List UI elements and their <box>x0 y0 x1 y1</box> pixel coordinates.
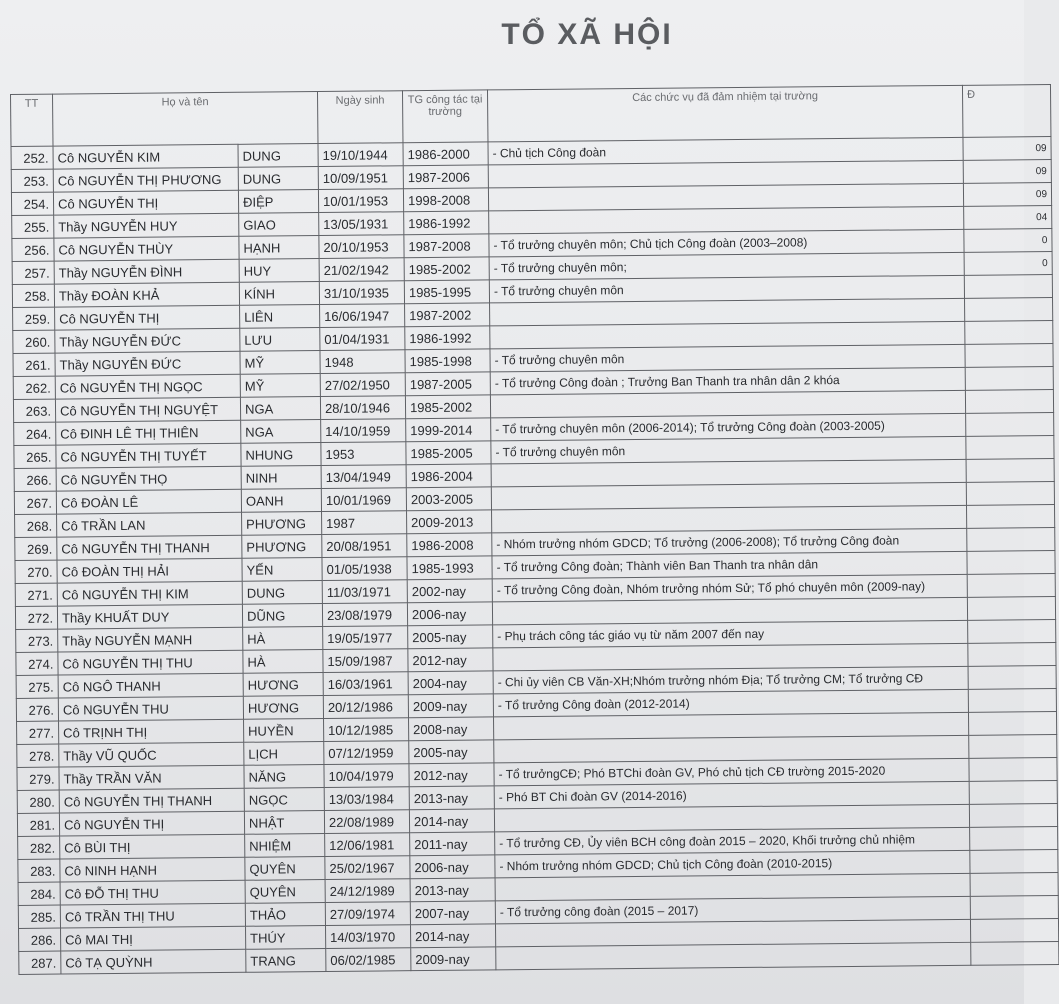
cell-tenure: 2006-nay <box>407 602 492 626</box>
cell-tt: 268. <box>15 514 57 537</box>
cell-name: Cô NGUYỄN THỊ <box>59 811 244 836</box>
cell-name: Cô NGUYỄN THỊ <box>55 305 240 330</box>
cell-dob: 23/08/1979 <box>322 603 407 627</box>
cell-tenure: 1987-2005 <box>405 372 490 396</box>
cell-dob: 16/03/1961 <box>323 672 408 696</box>
cell-extra: 0 <box>964 229 1052 253</box>
cell-tt: 287. <box>19 951 61 974</box>
cell-name: Cô MAI THỊ <box>61 926 246 951</box>
cell-name: Cô NGUYỄN THỊ PHƯƠNG <box>53 167 238 192</box>
cell-given-name: NINH <box>241 466 321 490</box>
cell-extra: 09 <box>963 160 1051 184</box>
cell-dob: 14/10/1959 <box>321 419 406 443</box>
cell-given-name: DUNG <box>238 144 318 168</box>
header-extra: Đ <box>962 85 1050 138</box>
cell-dob: 06/02/1985 <box>326 948 411 972</box>
cell-dob: 14/03/1970 <box>325 925 410 949</box>
header-name: Họ và tên <box>53 92 318 147</box>
staff-table <box>10 84 1059 975</box>
cell-extra <box>968 619 1056 643</box>
cell-given-name: HÀ <box>243 650 323 674</box>
cell-positions: - Tổ trưởng chuyên môn <box>490 344 965 372</box>
header-tenure: TG công tác tại trường <box>402 90 487 143</box>
cell-tt: 272. <box>15 606 57 629</box>
cell-tenure: 1986-2000 <box>403 142 488 166</box>
cell-dob: 16/06/1947 <box>320 304 405 328</box>
cell-given-name: TRANG <box>246 949 326 973</box>
cell-tt: 271. <box>15 583 57 606</box>
cell-name: Cô BÙI THỊ <box>60 834 245 859</box>
cell-positions: - Tổ trưởng Công đoàn; Thành viên Ban Thanh tra nhân dân <box>492 551 967 579</box>
cell-name: Cô NGUYỄN THỊ THU <box>58 650 243 675</box>
cell-extra <box>968 688 1056 712</box>
cell-name: Cô NGUYỄN KIM <box>53 144 238 169</box>
cell-dob: 1987 <box>322 511 407 535</box>
cell-positions: - Tổ trưởng công đoàn (2015 – 2017) <box>495 896 970 924</box>
cell-dob: 27/02/1950 <box>320 373 405 397</box>
cell-tenure: 1985-2002 <box>405 395 490 419</box>
cell-given-name: MỸ <box>240 351 320 375</box>
cell-extra: 09 <box>963 183 1051 207</box>
cell-name: Thầy NGUYỄN ĐÌNH <box>54 259 239 284</box>
cell-tenure: 2004-nay <box>408 671 493 695</box>
cell-name: Cô NGUYỄN THỊ TUYẾT <box>56 443 241 468</box>
cell-extra <box>966 435 1054 459</box>
cell-dob: 20/08/1951 <box>322 534 407 558</box>
cell-tt: 265. <box>14 445 56 468</box>
cell-name: Cô NGUYỄN THỌ <box>56 466 241 491</box>
cell-tt: 277. <box>17 721 59 744</box>
cell-positions: - Tổ trưởng Công đoàn (2012-2014) <box>493 689 968 717</box>
cell-given-name: PHƯƠNG <box>242 535 322 559</box>
cell-extra <box>965 366 1053 390</box>
cell-tt: 284. <box>18 882 60 905</box>
cell-name: Cô TẠ QUỲNH <box>61 949 246 974</box>
cell-dob: 24/12/1989 <box>325 879 410 903</box>
cell-extra <box>967 573 1055 597</box>
cell-extra <box>970 849 1058 873</box>
cell-given-name: DUNG <box>242 581 322 605</box>
cell-dob: 10/04/1979 <box>324 764 409 788</box>
cell-tenure: 2009-nay <box>408 694 493 718</box>
cell-tenure: 1985-2002 <box>404 257 489 281</box>
cell-tt: 275. <box>16 675 58 698</box>
cell-positions: - Phụ trách công tác giáo vụ từ năm 2007 đến nay <box>493 620 968 648</box>
cell-given-name: THÚY <box>246 926 326 950</box>
cell-extra <box>970 872 1058 896</box>
cell-tenure: 2009-2013 <box>407 510 492 534</box>
cell-dob: 07/12/1959 <box>324 741 409 765</box>
cell-name: Thầy VŨ QUỐC <box>59 742 244 767</box>
cell-given-name: THẢO <box>245 903 325 927</box>
cell-tt: 274. <box>16 652 58 675</box>
cell-tenure: 1985-2005 <box>406 441 491 465</box>
page-title: TỔ XÃ HỘI <box>501 18 673 51</box>
cell-given-name: NHUNG <box>241 443 321 467</box>
cell-tenure: 2012-nay <box>408 648 493 672</box>
cell-tenure: 1987-2006 <box>403 165 488 189</box>
cell-given-name: KÍNH <box>239 282 319 306</box>
cell-dob: 10/01/1969 <box>321 488 406 512</box>
cell-dob: 21/02/1942 <box>319 258 404 282</box>
cell-name: Cô TRỊNH THỊ <box>59 719 244 744</box>
cell-name: Thầy NGUYỄN ĐỨC <box>55 351 240 376</box>
cell-extra <box>966 481 1054 505</box>
cell-dob: 10/01/1953 <box>318 189 403 213</box>
cell-tenure: 2014-nay <box>409 809 494 833</box>
cell-tenure: 2006-nay <box>410 855 495 879</box>
cell-name: Cô NINH HẠNH <box>60 857 245 882</box>
cell-tenure: 1985-1998 <box>405 349 490 373</box>
cell-name: Cô ĐOÀN THỊ HẢI <box>57 558 242 583</box>
cell-given-name: HẠNH <box>239 236 319 260</box>
cell-positions: - Tổ trưởngCĐ; Phó BTChi đoàn GV, Phó chủ tịch CĐ trường 2015-2020 <box>494 758 969 786</box>
cell-tenure: 2011-nay <box>410 832 495 856</box>
cell-positions: - Tổ trưởng chuyên môn (2006-2014); Tổ trưởng Công đoàn (2003-2005) <box>491 413 966 441</box>
cell-name: Thầy ĐOÀN KHẢ <box>54 282 239 307</box>
header-tt: TT <box>11 94 53 146</box>
cell-tenure: 1985-1995 <box>404 280 489 304</box>
cell-name: Cô NGUYỄN THỊ NGUYỆT <box>55 397 240 422</box>
cell-positions: - Chi ủy viên CB Văn-XH;Nhóm trưởng nhóm Địa; Tổ trưởng CM; Tổ trưởng CĐ <box>493 666 968 694</box>
cell-dob: 27/09/1974 <box>325 902 410 926</box>
cell-extra: 09 <box>963 137 1051 161</box>
cell-given-name: NGỌC <box>244 788 324 812</box>
cell-tt: 257. <box>12 261 54 284</box>
cell-tt: 282. <box>18 836 60 859</box>
cell-given-name: LỊCH <box>244 742 324 766</box>
cell-given-name: HUYỀN <box>244 719 324 743</box>
cell-dob: 12/06/1981 <box>325 833 410 857</box>
cell-tenure: 2002-nay <box>407 579 492 603</box>
cell-dob: 01/04/1931 <box>320 327 405 351</box>
cell-tt: 256. <box>12 238 54 261</box>
cell-tenure: 1998-2008 <box>403 188 488 212</box>
cell-name: Cô NGUYỄN THỊ <box>53 190 238 215</box>
cell-given-name: HUY <box>239 259 319 283</box>
cell-extra <box>967 527 1055 551</box>
cell-tt: 253. <box>11 169 53 192</box>
cell-tenure: 2012-nay <box>409 763 494 787</box>
cell-extra <box>968 711 1056 735</box>
cell-given-name: LIÊN <box>240 305 320 329</box>
cell-extra <box>967 596 1055 620</box>
cell-tt: 270. <box>15 560 57 583</box>
cell-positions: - Tổ trưởng chuyên môn <box>491 436 966 464</box>
cell-given-name: DŨNG <box>242 604 322 628</box>
cell-tt: 280. <box>17 790 59 813</box>
cell-tenure: 2007-nay <box>410 901 495 925</box>
cell-tt: 259. <box>13 307 55 330</box>
cell-given-name: NHẬT <box>244 811 324 835</box>
cell-dob: 13/04/1949 <box>321 465 406 489</box>
cell-extra <box>965 298 1053 322</box>
cell-tt: 266. <box>14 468 56 491</box>
cell-name: Cô NGUYỄN THÙY <box>54 236 239 261</box>
cell-extra: 0 <box>964 252 1052 276</box>
cell-given-name: HƯƠNG <box>243 696 323 720</box>
cell-given-name: HƯƠNG <box>243 673 323 697</box>
cell-extra <box>965 344 1053 368</box>
cell-tt: 279. <box>17 767 59 790</box>
cell-tt: 273. <box>16 629 58 652</box>
cell-dob: 25/02/1967 <box>325 856 410 880</box>
cell-tenure: 1985-1993 <box>407 556 492 580</box>
cell-tt: 263. <box>13 399 55 422</box>
cell-tt: 281. <box>17 813 59 836</box>
cell-dob: 19/10/1944 <box>318 143 403 167</box>
cell-tenure: 2013-nay <box>410 878 495 902</box>
cell-tt: 286. <box>19 928 61 951</box>
cell-name: Thầy TRẦN VĂN <box>59 765 244 790</box>
cell-dob: 31/10/1935 <box>319 281 404 305</box>
cell-given-name: GIAO <box>239 213 319 237</box>
cell-tenure: 2013-nay <box>409 786 494 810</box>
cell-tt: 264. <box>14 422 56 445</box>
cell-tenure: 1987-2008 <box>404 234 489 258</box>
cell-dob: 15/09/1987 <box>323 649 408 673</box>
cell-name: Cô ĐỖ THỊ THU <box>60 880 245 905</box>
cell-extra <box>966 504 1054 528</box>
cell-given-name: LƯU <box>240 328 320 352</box>
cell-given-name: ĐIỆP <box>238 190 318 214</box>
cell-tt: 254. <box>11 192 53 215</box>
cell-dob: 22/08/1989 <box>324 810 409 834</box>
cell-tt: 285. <box>18 905 60 928</box>
cell-tt: 276. <box>16 698 58 721</box>
cell-dob: 20/10/1953 <box>319 235 404 259</box>
cell-dob: 11/03/1971 <box>322 580 407 604</box>
cell-given-name: QUYÊN <box>245 880 325 904</box>
cell-extra <box>965 389 1053 413</box>
cell-extra <box>967 550 1055 574</box>
cell-given-name: QUYÊN <box>245 857 325 881</box>
cell-tenure: 1986-2008 <box>407 533 492 557</box>
cell-extra <box>969 780 1057 804</box>
cell-name: Thầy NGUYỄN ĐỨC <box>55 328 240 353</box>
cell-dob: 20/12/1986 <box>323 695 408 719</box>
cell-tt: 260. <box>13 330 55 353</box>
cell-positions: - Tổ trưởng chuyên môn; <box>489 252 964 280</box>
cell-tenure: 2014-nay <box>410 924 495 948</box>
cell-given-name: DUNG <box>238 167 318 191</box>
cell-extra <box>970 826 1058 850</box>
cell-name: Cô TRẦN THỊ THU <box>60 903 245 928</box>
cell-positions: - Nhóm trưởng nhóm GDCD; Tổ trưởng (2006-2008); Tổ trưởng Công đoàn <box>492 528 967 556</box>
cell-name: Cô NGUYỄN THỊ NGỌC <box>55 374 240 399</box>
cell-given-name: PHƯƠNG <box>242 512 322 536</box>
cell-positions: - Tổ trưởng CĐ, Ủy viên BCH công đoàn 2015 – 2020, Khối trưởng chủ nhiệm <box>495 827 970 855</box>
cell-positions: - Nhóm trưởng nhóm GDCD; Chủ tịch Công đoàn (2010-2015) <box>495 850 970 878</box>
cell-name: Cô ĐOÀN LÊ <box>56 489 241 514</box>
cell-extra <box>968 642 1056 666</box>
cell-extra <box>968 665 1056 689</box>
cell-name: Cô TRẦN LAN <box>57 512 242 537</box>
cell-positions: - Phó BT Chi đoàn GV (2014-2016) <box>494 781 969 809</box>
cell-given-name: MỸ <box>240 374 320 398</box>
cell-tenure: 2009-nay <box>411 947 496 971</box>
cell-tenure: 1986-1992 <box>405 326 490 350</box>
cell-given-name: OANH <box>241 489 321 513</box>
cell-positions: - Chủ tịch Công đoàn <box>488 137 963 165</box>
cell-positions: - Tổ trưởng Công đoàn ; Trưởng Ban Thanh tra nhân dân 2 khóa <box>490 367 965 395</box>
cell-dob: 13/03/1984 <box>324 787 409 811</box>
cell-given-name: HÀ <box>243 627 323 651</box>
cell-tenure: 1986-2004 <box>406 464 491 488</box>
cell-name: Cô NGUYỄN THỊ KIM <box>57 581 242 606</box>
cell-given-name: NHIỆM <box>245 834 325 858</box>
cell-tt: 258. <box>12 284 54 307</box>
cell-tenure: 2008-nay <box>409 717 494 741</box>
cell-tenure: 1987-2002 <box>405 303 490 327</box>
cell-name: Cô ĐINH LÊ THỊ THIÊN <box>56 420 241 445</box>
cell-tenure: 1999-2014 <box>406 418 491 442</box>
cell-extra <box>964 275 1052 299</box>
header-positions: Các chức vụ đã đảm nhiệm tại trường <box>487 85 962 142</box>
cell-name: Cô NGUYỄN THỊ THANH <box>59 788 244 813</box>
cell-dob: 13/05/1931 <box>319 212 404 236</box>
cell-tenure: 2003-2005 <box>406 487 491 511</box>
cell-given-name: YẾN <box>242 558 322 582</box>
cell-given-name: NGA <box>240 397 320 421</box>
cell-extra <box>970 895 1058 919</box>
cell-dob: 10/09/1951 <box>318 166 403 190</box>
cell-tenure: 2005-nay <box>409 740 494 764</box>
cell-extra <box>966 458 1054 482</box>
cell-positions: - Tổ trưởng Công đoàn, Nhóm trưởng nhóm Sử; Tổ phó chuyên môn (2009-nay) <box>492 574 967 602</box>
cell-tenure: 1986-1992 <box>404 211 489 235</box>
cell-extra <box>970 918 1058 942</box>
cell-name: Cô NGUYỄN THỊ THANH <box>57 535 242 560</box>
cell-dob: 01/05/1938 <box>322 557 407 581</box>
cell-dob: 19/05/1977 <box>323 626 408 650</box>
cell-extra <box>969 734 1057 758</box>
cell-positions: - Tổ trưởng chuyên môn <box>489 275 964 303</box>
cell-name: Thầy NGUYỄN MẠNH <box>58 627 243 652</box>
cell-extra: 04 <box>964 206 1052 230</box>
cell-dob: 1948 <box>320 350 405 374</box>
cell-dob: 10/12/1985 <box>324 718 409 742</box>
cell-positions: - Tổ trưởng chuyên môn; Chủ tịch Công đoàn (2003–2008) <box>489 229 964 257</box>
cell-extra <box>969 803 1057 827</box>
cell-tt: 269. <box>15 537 57 560</box>
cell-tt: 267. <box>14 491 56 514</box>
cell-dob: 1953 <box>321 442 406 466</box>
cell-extra <box>971 941 1059 965</box>
cell-extra <box>966 412 1054 436</box>
cell-tt: 278. <box>17 744 59 767</box>
cell-name: Thầy NGUYỄN HUY <box>54 213 239 238</box>
cell-name: Cô NGÔ THANH <box>58 673 243 698</box>
cell-dob: 28/10/1946 <box>320 396 405 420</box>
cell-positions <box>496 942 971 970</box>
cell-tenure: 2005-nay <box>408 625 493 649</box>
cell-tt: 283. <box>18 859 60 882</box>
cell-given-name: NGA <box>241 420 321 444</box>
cell-extra <box>965 321 1053 345</box>
cell-tt: 262. <box>13 376 55 399</box>
cell-tt: 252. <box>11 146 53 169</box>
cell-extra <box>969 757 1057 781</box>
cell-name: Cô NGUYỄN THU <box>58 696 243 721</box>
header-dob: Ngày sinh <box>317 91 402 144</box>
cell-tt: 261. <box>13 353 55 376</box>
cell-tt: 255. <box>12 215 54 238</box>
cell-name: Thầy KHUẤT DUY <box>57 604 242 629</box>
cell-given-name: NĂNG <box>244 765 324 789</box>
